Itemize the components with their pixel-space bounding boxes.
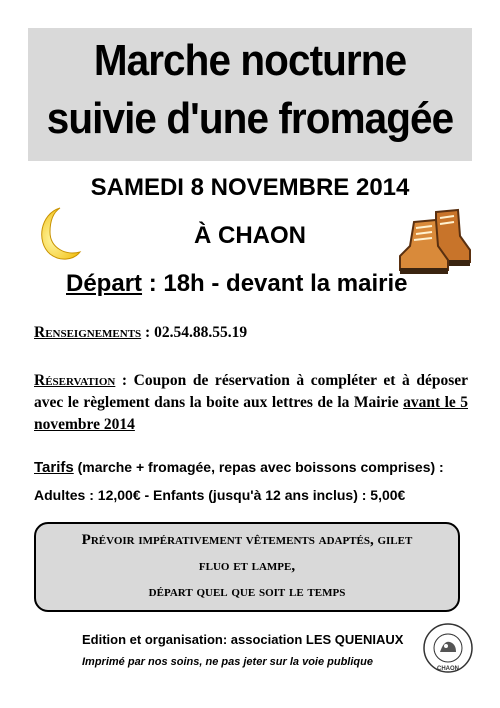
event-place: À CHAON (194, 222, 306, 249)
title-line-1: Marche nocturne (93, 36, 407, 85)
warning-line-1: Prévoir impérativement vêtements adaptés, gilet (81, 532, 413, 548)
info-label: Renseignements (34, 324, 142, 341)
title-banner (28, 28, 472, 161)
print-notice: Imprimé par nos soins, ne pas jeter sur la voie publique (82, 656, 373, 668)
event-date: SAMEDI 8 NOVEMBRE 2014 (90, 174, 410, 201)
hiking-boots-icon (396, 206, 472, 276)
departure-info (66, 270, 407, 298)
info-contact (34, 322, 468, 344)
title-line-2: suivie d'une fromagée (46, 94, 454, 143)
svg-text:CHAON: CHAON (437, 666, 459, 672)
association-stamp (422, 622, 474, 674)
info-phone: : 02.54.88.55.19 (141, 324, 248, 341)
departure-details: : 18h - devant la mairie (142, 270, 408, 297)
tarifs-heading (34, 456, 468, 479)
organizer-credit: Edition et organisation: association LES QUENIAUX (82, 632, 404, 647)
tarifs-prices: Adultes : 12,00€ - Enfants (jusqu'à 12 ans inclus) : 5,00€ (34, 487, 406, 503)
reservation-label: Réservation (34, 372, 116, 389)
tarifs-label: Tarifs (34, 459, 74, 476)
departure-label: Départ (66, 270, 143, 297)
reservation-deadline: avant le 5 novembre 2014 (34, 394, 468, 433)
warning-box (34, 522, 460, 612)
warning-line-2: fluo et lampe, (198, 558, 296, 574)
warning-line-3: départ quel que soit le temps (148, 584, 346, 600)
reservation-text: : Coupon de réservation à compléter et à déposer avec le règlement dans la boite aux lettres de la Mairie (34, 372, 468, 411)
reservation-paragraph (34, 370, 468, 436)
tarifs-detail: (marche + fromagée, repas avec boissons comprises) : (73, 459, 444, 475)
